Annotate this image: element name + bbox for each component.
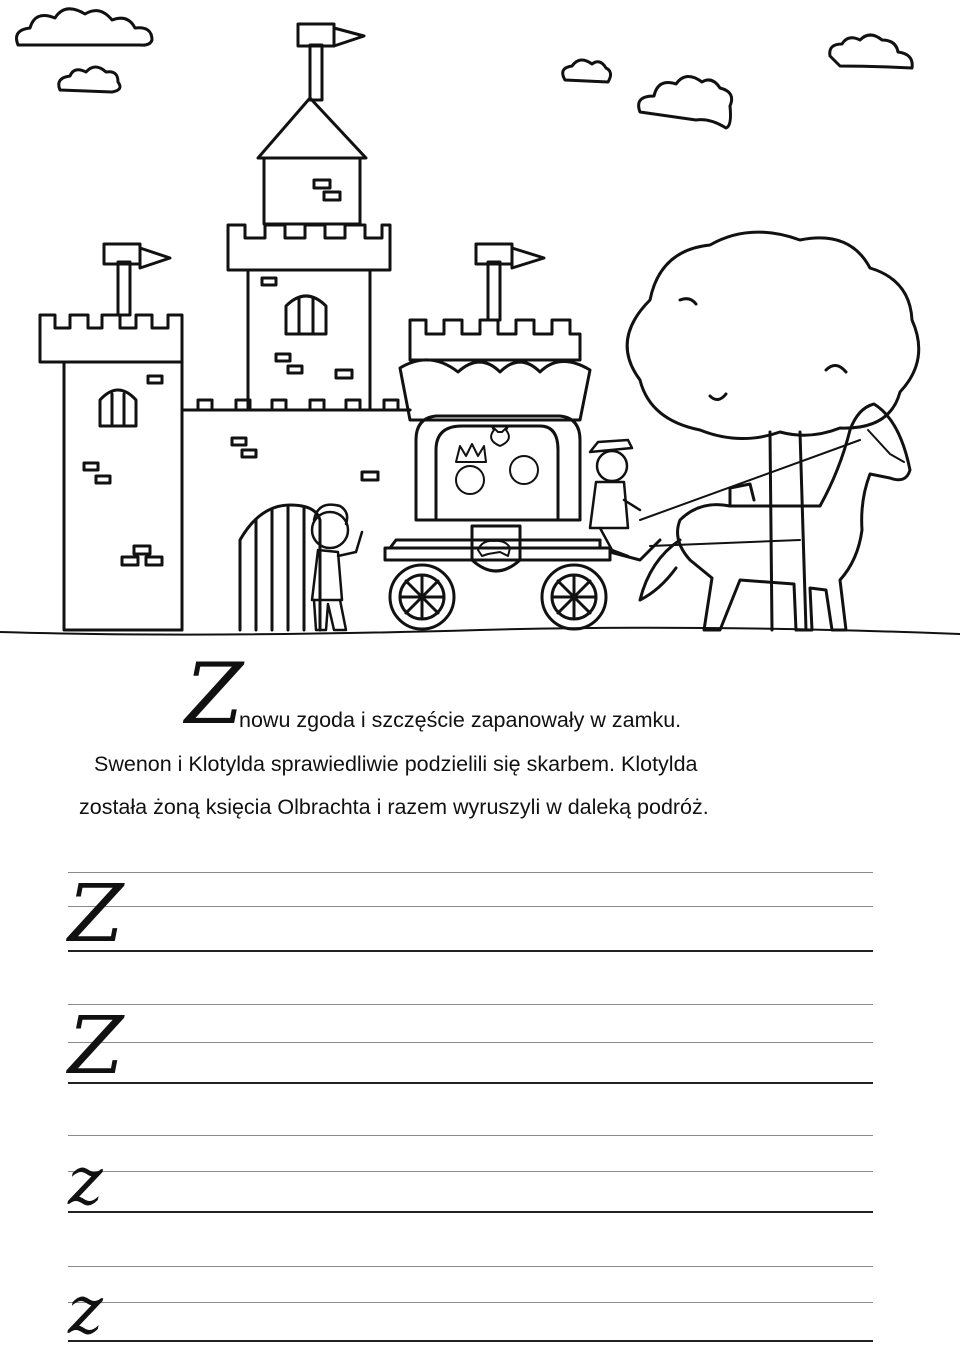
cloud-icon bbox=[639, 76, 732, 128]
trace-letter: z bbox=[68, 1272, 103, 1349]
cloud-icon bbox=[17, 9, 153, 45]
central-tower bbox=[228, 24, 390, 410]
heart-icon bbox=[491, 427, 509, 446]
right-tower bbox=[410, 244, 580, 360]
window-icon bbox=[286, 296, 326, 334]
window-icon bbox=[100, 390, 136, 426]
cloud-icon bbox=[59, 67, 120, 92]
carriage bbox=[385, 360, 660, 629]
drop-cap-letter: Z bbox=[185, 645, 244, 743]
cloud-icon bbox=[563, 60, 611, 82]
coloring-illustration bbox=[0, 0, 960, 645]
practice-row[interactable] bbox=[68, 999, 873, 1092]
trace-letter: Z bbox=[68, 867, 124, 960]
left-tower bbox=[40, 244, 182, 630]
tree bbox=[627, 232, 919, 630]
castle-wall bbox=[182, 400, 410, 630]
cloud-icon bbox=[830, 35, 912, 68]
practice-row[interactable] bbox=[68, 1135, 873, 1220]
story-line-2: Swenon i Klotylda sprawiedliwie podzielili się skarbem. Klotylda bbox=[94, 752, 698, 776]
trace-letter: z bbox=[68, 1143, 103, 1220]
horse bbox=[640, 404, 910, 630]
practice-row[interactable] bbox=[68, 867, 873, 960]
story-line-1: nowu zgoda i szczęście zapanowały w zamku. bbox=[239, 708, 682, 732]
practice-row[interactable] bbox=[68, 1266, 873, 1349]
story-line-3: została żoną księcia Olbrachta i razem wyruszyli w daleką podróż. bbox=[79, 795, 709, 819]
castle-door bbox=[240, 505, 320, 630]
trace-letter: Z bbox=[68, 999, 124, 1092]
